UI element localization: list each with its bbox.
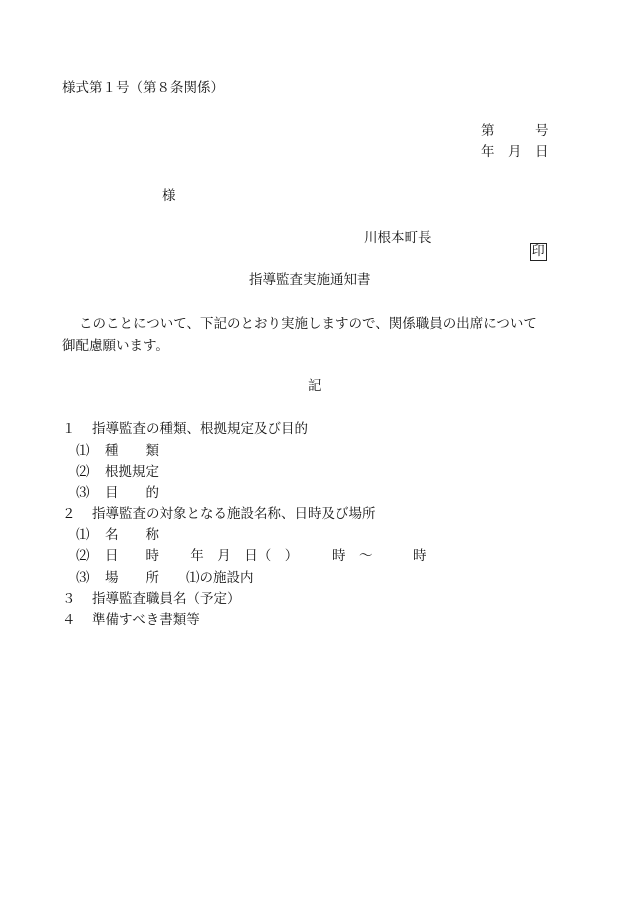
subitem-number: ⑶ [76, 570, 90, 586]
subitem-text: 名 称 [105, 527, 159, 543]
subitem-text: 目 的 [105, 485, 159, 501]
document-date-line: 年 月 日 [481, 144, 549, 160]
body-text-line-2: 御配慮願います。 [62, 338, 169, 354]
subitem-number: ⑵ [76, 464, 90, 480]
subitem-number: ⑴ [76, 443, 90, 459]
body-text-line-1: このことについて、下記のとおり実施しますので、関係職員の出席について [79, 316, 537, 332]
document-number-line: 第 号 [481, 123, 549, 139]
subitem-number: ⑴ [76, 527, 90, 543]
item-text: 指導監査の対象となる施設名称、日時及び場所 [92, 506, 376, 522]
subitem-text: 種 類 [105, 443, 159, 459]
item-text: 指導監査職員名（予定） [92, 591, 241, 607]
item-text: 準備すべき書類等 [92, 612, 200, 628]
item-number: ２ [62, 506, 76, 522]
item-text: 指導監査の種類、根拠規定及び目的 [92, 421, 308, 437]
seal-mark [521, 229, 547, 261]
item-number: ３ [62, 591, 76, 607]
subitem-text: 日 時 年 月 日（ ） 時 ～ 時 [105, 548, 427, 564]
subitem-number: ⑶ [76, 485, 90, 501]
ki-heading: 記 [308, 378, 322, 394]
subitem-number: ⑵ [76, 548, 90, 564]
seal-mark-text: 印 [531, 243, 545, 259]
item-number: ４ [62, 612, 76, 628]
document-title: 指導監査実施通知書 [249, 272, 371, 288]
subitem-text: 根拠規定 [105, 464, 159, 480]
sender-name: 川根本町長 [364, 230, 432, 246]
subitem-text: 場 所 ⑴の施設内 [105, 570, 254, 586]
item-number: １ [62, 421, 76, 437]
addressee-suffix: 様 [162, 188, 176, 204]
form-header: 様式第１号（第８条関係） [62, 80, 224, 96]
